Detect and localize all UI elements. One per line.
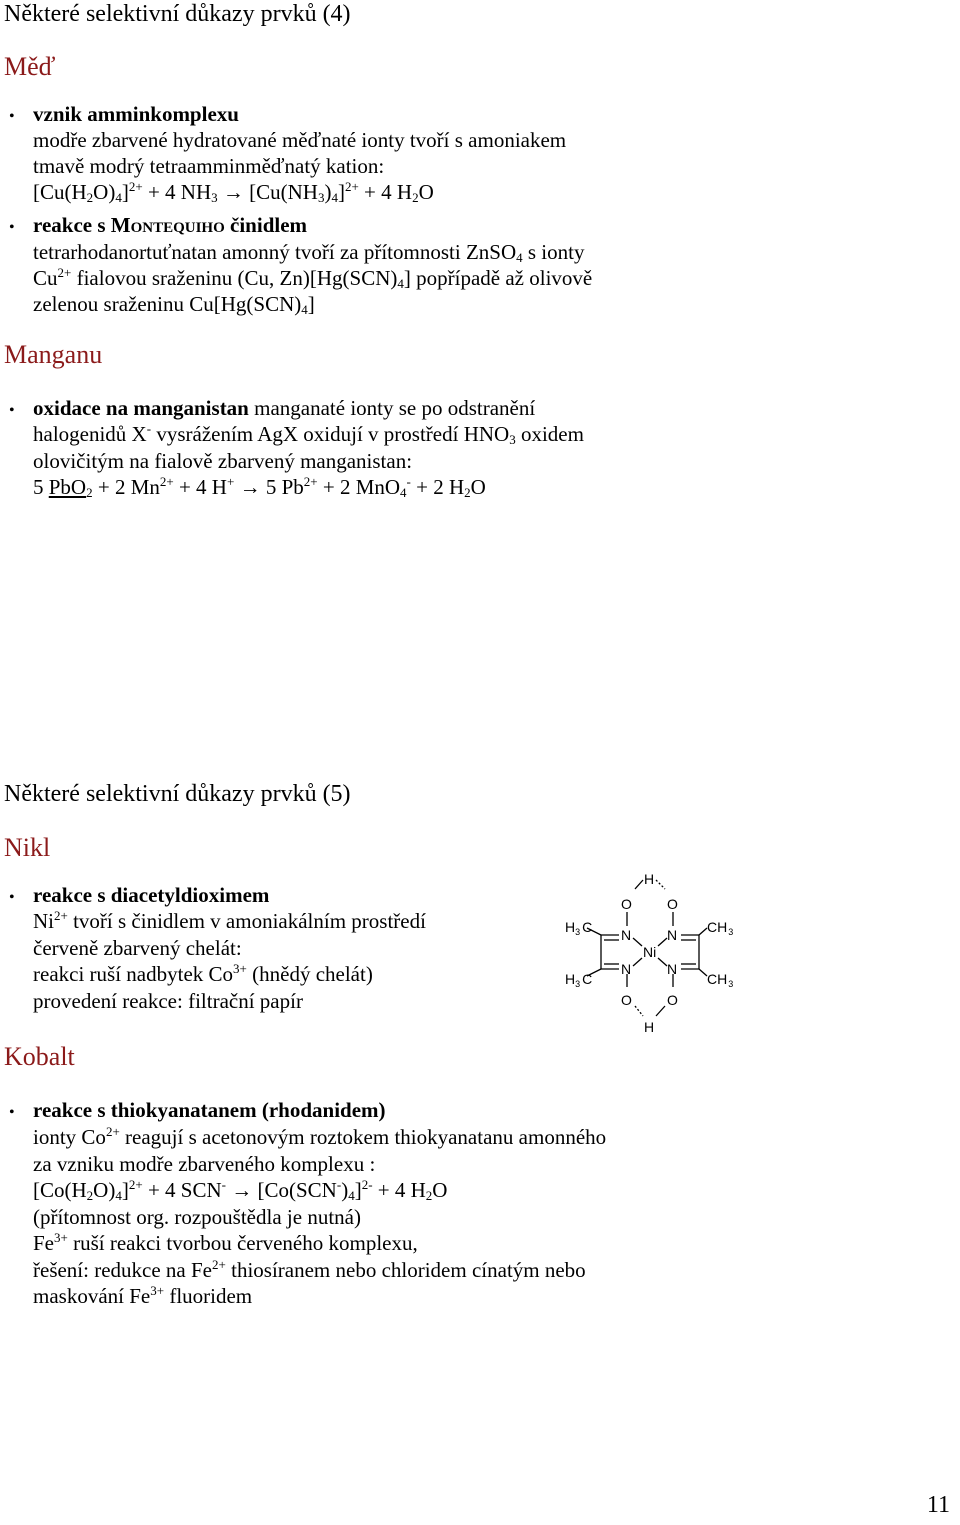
manganese-b1-line1: oxidace na manganistan manganaté ionty se po odstranění xyxy=(33,396,536,420)
bullet-icon: • xyxy=(9,108,15,125)
section-heading-copper: Měď xyxy=(4,52,56,81)
cobalt-b1-line1: ionty $Co^{2+}$ reagují s acetonovým roztokem thiokyanatanu amonného xyxy=(33,1124,607,1149)
bullet-icon: • xyxy=(9,402,15,419)
copper-b1-title: vznik amminkomplexu xyxy=(33,102,239,126)
copper-equation: $[Cu(H_2O)_4]^{2+} + 4$ $NH_3 \to [Cu(NH_3)_4]^{2+} + 4$ $H_2O$ xyxy=(33,179,434,205)
atom-o-top-right: O xyxy=(667,896,678,912)
atom-h-top: H xyxy=(644,871,655,887)
methyl-bottom-right: $CH_3$ xyxy=(707,971,734,989)
copper-b1-line1: modře zbarvené hydratované měďnaté ionty tvoří s amoniakem xyxy=(33,128,567,152)
atom-h-bottom: H xyxy=(644,1019,655,1035)
nickel-b1-line2: červeně zbarvený chelát: xyxy=(33,936,242,960)
atom-n-top-right: N xyxy=(667,927,678,943)
copper-b2-title: reakce s Montequiho činidlem xyxy=(33,213,308,237)
atom-ni: Ni xyxy=(643,944,657,960)
cobalt-b1-line7: maskování $Fe^{3+}$ fluoridem xyxy=(33,1283,253,1308)
cobalt-b1-line4: (přítomnost org. rozpouštědla je nutná) xyxy=(33,1205,361,1229)
atom-n-top-left: N xyxy=(621,927,632,943)
nickel-b1-line3: reakci ruší nadbytek $Co^{3+}$ (hnědý chelát) xyxy=(33,961,373,986)
cobalt-b1-title: reakce s thiokyanatanem (rhodanidem) xyxy=(33,1098,386,1122)
cobalt-b1-line6: řešení: redukce na $Fe^{2+}$ thiosíranem nebo chloridem cínatým nebo xyxy=(33,1257,586,1282)
copper-b2-line1: tetrarhodanortuťnatan amonný tvoří za přítomnosti ZnSO$_4$ s ionty xyxy=(33,240,585,265)
cobalt-b1-line5: $Fe^{3+}$ ruší reakci tvorbou červeného komplexu, xyxy=(33,1230,418,1255)
atom-n-bottom-left: N xyxy=(621,961,632,977)
methyl-top-right: $CH_3$ xyxy=(707,919,734,937)
atom-o-bottom-right: O xyxy=(667,992,678,1008)
page-title-4: Některé selektivní důkazy prvků (4) xyxy=(4,1,351,27)
manganese-b1-line3: olovičitým na fialově zbarvený manganistan: xyxy=(33,449,413,473)
cobalt-equation: $[Co(H_2O)_4]^{2+} + 4$ $SCN^- \to [Co(SCN^-)_4]^{2-} + 4$ $H_2O$ xyxy=(33,1177,448,1203)
copper-b2-line3: zelenou sraženinu $Cu[Hg(SCN)_4]$ xyxy=(33,292,315,317)
atom-o-top-left: O xyxy=(621,896,632,912)
manganese-equation: 5 PbO$_2$ + 2 $Mn^{2+} + 4$ H+ → 5 $Pb^{2+} + 2$ MnO$_4$- + 2 $H_2O$ xyxy=(33,474,486,500)
nickel-b1-title: reakce s diacetyldioximem xyxy=(33,883,270,907)
atom-n-bottom-right: N xyxy=(667,961,678,977)
nickel-b1-line1: $Ni^{2+}$ tvoří s činidlem v amoniakálním prostředí xyxy=(33,908,426,933)
methyl-top-left: $H_3$ C xyxy=(565,919,593,937)
nickel-dimethylglyoxime-structure xyxy=(555,862,755,1037)
page-number: 11 xyxy=(926,1492,950,1518)
section-heading-manganese: Manganu xyxy=(4,340,103,369)
nickel-b1-line4: provedení reakce: filtrační papír xyxy=(33,989,303,1013)
section-heading-cobalt: Kobalt xyxy=(4,1042,75,1071)
bullet-icon: • xyxy=(9,1104,15,1121)
copper-b1-line2: tmavě modrý tetraamminměďnatý kation: xyxy=(33,154,385,178)
page-title-5: Některé selektivní důkazy prvků (5) xyxy=(4,781,351,807)
methyl-bottom-left: $H_3$ C xyxy=(565,971,593,989)
manganese-b1-line2: halogenidů X- vysrážením AgX oxidují v prostředí $HNO_3$ oxidem xyxy=(33,421,584,447)
atom-o-bottom-left: O xyxy=(621,992,632,1008)
cobalt-b1-line2: za vzniku modře zbarveného komplexu : xyxy=(33,1152,376,1176)
copper-b2-line2: $Cu^{2+}$ fialovou sraženinu (Cu, $Zn)[Hg(SCN)_4]$ popřípadě až olivově xyxy=(33,265,593,291)
bullet-icon: • xyxy=(9,219,15,236)
bullet-icon: • xyxy=(9,889,15,906)
section-heading-nickel: Nikl xyxy=(4,833,51,862)
